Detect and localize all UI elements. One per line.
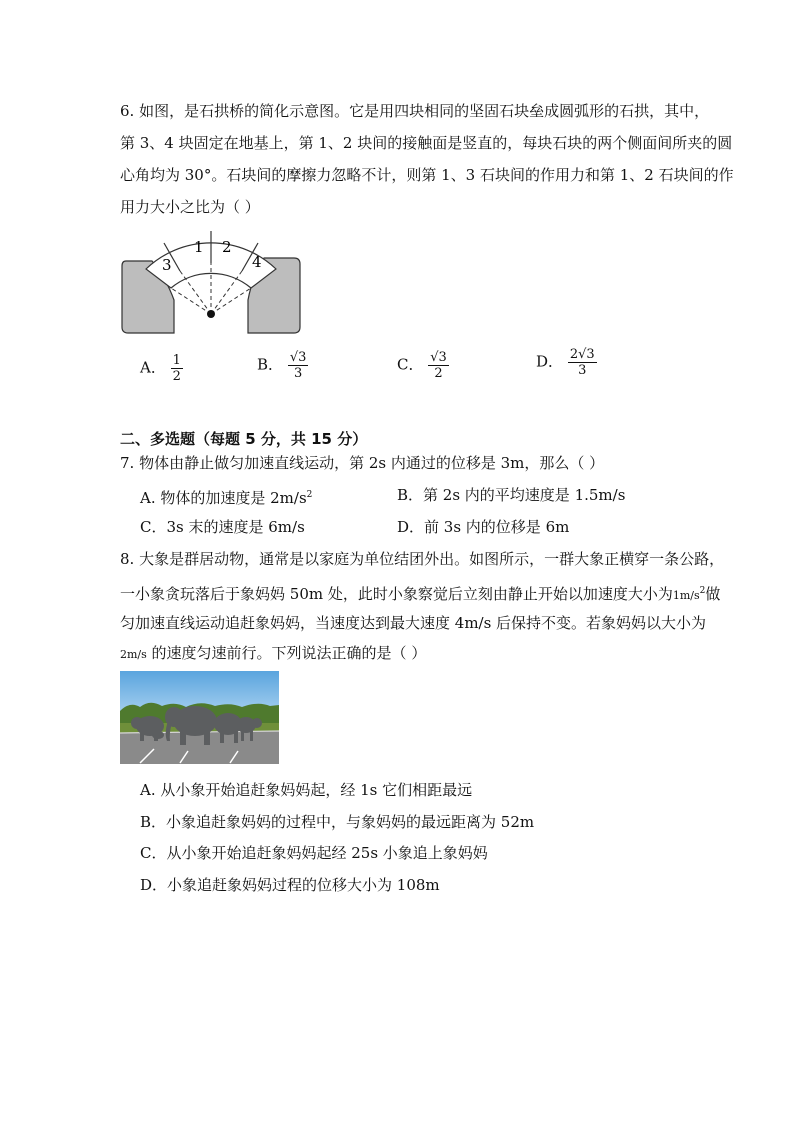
q7-option-c[interactable]: C．3s 末的速度是 6m/s: [140, 518, 305, 536]
q7-stem: 7. 物体由静止做匀加速直线运动，第 2s 内通过的位移是 3m，那么（ ）: [120, 454, 605, 472]
block-label-1: 1: [194, 238, 204, 256]
block-label-4: 4: [252, 253, 262, 271]
q8-line-2: 一小象贪玩落后于象妈妈 50m 处，此时小象察觉后立刻由静止开始以加速度大小为$1m/s^2$做: [120, 585, 721, 603]
arch-bridge-diagram: [118, 228, 308, 340]
block-label-2: 2: [222, 238, 232, 256]
q8-line-4: 2m/s 的速度匀速前行。下列说法正确的是（ ）: [120, 644, 427, 662]
q6-line-3: 心角均为 30°。石块间的摩擦力忽略不计，则第 1、3 石块间的作用力和第 1、2 石块间的作: [120, 166, 734, 184]
section-heading-multiple-choice: 二、多选题（每题 5 分，共 15 分）: [120, 430, 368, 448]
q7-option-b[interactable]: B．第 2s 内的平均速度是 1.5m/s: [397, 486, 626, 504]
elephants-crossing-road-image: [120, 671, 279, 764]
q8-line-1: 8. 大象是群居动物，通常是以家庭为单位结团外出。如图所示，一群大象正横穿一条公路，: [120, 550, 725, 568]
block-label-3: 3: [162, 256, 172, 274]
q8-option-c[interactable]: C．从小象开始追赶象妈妈起经 25s 小象追上象妈妈: [140, 844, 488, 862]
q8-option-d[interactable]: D．小象追赶象妈妈过程的位移大小为 108m: [140, 876, 440, 894]
q6-option-d[interactable]: D． $\frac{2√3}{3}$: [536, 347, 595, 378]
q6-option-c[interactable]: C． $\frac{√3}{2}$: [397, 350, 447, 381]
q8-option-b[interactable]: B．小象追赶象妈妈的过程中，与象妈妈的最远距离为 52m: [140, 813, 535, 831]
q6-option-a[interactable]: A． $\frac{1}{2}$: [140, 353, 181, 384]
q6-line-4: 用力大小之比为（ ）: [120, 198, 260, 216]
arch-center-point: [207, 310, 215, 318]
q8-line-3: 匀加速直线运动追赶象妈妈，当速度达到最大速度 4m/s 后保持不变。若象妈妈以大小为: [120, 614, 707, 632]
q7-option-d[interactable]: D．前 3s 内的位移是 6m: [397, 518, 570, 536]
q7-option-a[interactable]: A. 物体的加速度是 $2m/s^2$: [140, 489, 313, 507]
q6-line-1: 6. 如图，是石拱桥的简化示意图。它是用四块相同的坚固石块垒成圆弧形的石拱，其中，: [120, 102, 710, 120]
q8-option-a[interactable]: A. 从小象开始追赶象妈妈起，经 1s 它们相距最远: [140, 781, 473, 799]
q6-option-b[interactable]: B． $\frac{√3}{3}$: [257, 350, 307, 381]
q6-line-2: 第 3、4 块固定在地基上，第 1、2 块间的接触面是竖直的，每块石块的两个侧面间所夹的圆: [120, 134, 733, 152]
